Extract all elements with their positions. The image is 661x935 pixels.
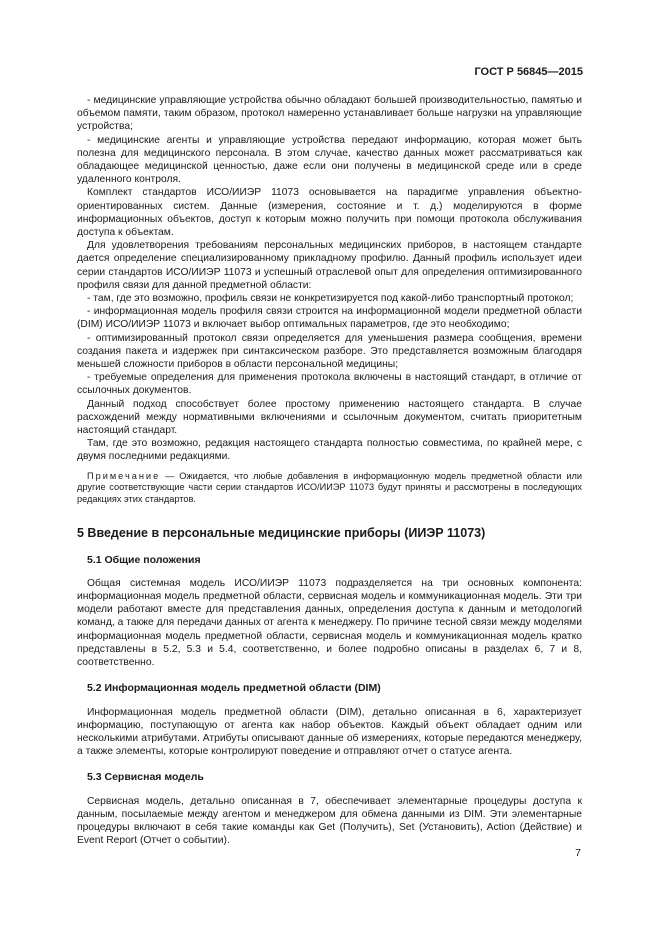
document-header: ГОСТ Р 56845—2015 bbox=[474, 66, 583, 78]
paragraph: Комплект стандартов ИСО/ИИЭР 11073 основывается на парадигме управления объектно-ориентированных систем. Данные (измерения, состояние и т. д.) моделируются в форме информационных объектов, доступ к которым можно получить при помощи протокола обслуживания доступа к объектам. bbox=[77, 187, 582, 239]
subsection-heading: 5.1 Общие положения bbox=[87, 553, 201, 566]
paragraph: - там, где это возможно, профиль связи не конкретизируется под какой-либо транспортный протокол; bbox=[87, 293, 574, 305]
paragraph: Данный подход способствует более простому применению настоящего стандарта. В случае расхождений между нормативными включениями и ссылочным документом, считать приоритетным настоящий стандарт. bbox=[77, 398, 582, 437]
page-number: 7 bbox=[575, 847, 581, 859]
paragraph: Там, где это возможно, редакция настоящего стандарта полностью совместима, по крайней мере, с двумя последними редакциями. bbox=[77, 438, 582, 463]
paragraph: Общая системная модель ИСО/ИИЭР 11073 подразделяется на три основных компонента: информационная модель предметной области, сервисная модель и коммуникационная модель. Эти три модели работают вместе для представления данных, определения доступа к данным и методологий команд, а также для передачи данных от агента к менеджеру. По причине тесной связи между моделями информационная модель предметной области, сервисная модель и коммуникационная модель кратко представлены в 5.2, 5.3 и 5.4, соответственно, и более подробно описаны в разделах 6, 7 и 8, соответственно. bbox=[77, 577, 582, 669]
document-body bbox=[77, 94, 582, 847]
paragraph: Сервисная модель, детально описанная в 7, обеспечивает элементарные процедуры доступа к данным, посылаемые между агентом и менеджером для обмена данными из DIM. Эти элементарные процедуры включают в себя такие команды как Get (Получить), Set (Установить), Action (Действие) и Event Report (Отчет о событии). bbox=[77, 795, 582, 847]
note-label: Примечание bbox=[87, 470, 161, 481]
note bbox=[77, 471, 582, 506]
paragraph: - информационная модель профиля связи строится на информационной модели предметной области (DIM) ИСО/ИИЭР 11073 и включает выбор оптимальных параметров, где это необходимо; bbox=[77, 306, 582, 331]
paragraph: - медицинские управляющие устройства обычно обладают большей производительностью, памятью и объемом памяти, таким образом, протокол намеренно устанавливает больше нагрузки на управляющие устройства; bbox=[77, 95, 582, 133]
subsection-heading: 5.2 Информационная модель предметной области (DIM) bbox=[87, 682, 381, 695]
paragraph: Для удовлетворения требованиям персональных медицинских приборов, в настоящем стандарте дается определение специализированному прикладному профилю. Данный профиль использует идеи серии стандартов ИСО/ИИЭР 11073 и успешный отраслевой опыт для определения оптимизированного профиля связи для данной предметной области: bbox=[77, 240, 582, 291]
paragraph: - медицинские агенты и управляющие устройства передают информацию, которая может быть полезна для медицинского персонала. В этом случае, качество данных может рассматриваться как обладающее медицинской ценностью, даже если они получены в медицинской среде или в среде удаленного контроля. bbox=[77, 134, 582, 186]
note-text: — Ожидается, что любые добавления в информационную модель предметной области или другие соответствующие части серии стандартов ИСО/ИИЭР 11073 будут приняты и рассмотрены в последующих редакциях этих стандартов. bbox=[77, 470, 582, 504]
paragraph: - требуемые определения для применения протокола включены в настоящий стандарт, в отличие от ссылочных документов. bbox=[77, 372, 582, 397]
paragraph: - оптимизированный протокол связи определяется для уменьшения размера сообщения, времени создания пакета и издержек при синтаксическом разборе. Это представляется возможным благодаря меньшей сложности приборов в области персональной медицины; bbox=[77, 332, 582, 371]
subsection-heading: 5.3 Сервисная модель bbox=[87, 771, 204, 784]
paragraph: Информационная модель предметной области (DIM), детально описанная в 6, характеризует информацию, поступающую от агента как набор объектов. Каждый объект обладает одним или несколькими атрибутами. Атрибуты описывают данные об измерениях, которые передаются менеджеру, а также элементы, которые контролируют поведение и отправляют отчет о статусе агента. bbox=[77, 706, 582, 758]
section-heading: 5 Введение в персональные медицинские приборы (ИИЭР 11073) bbox=[77, 526, 486, 541]
